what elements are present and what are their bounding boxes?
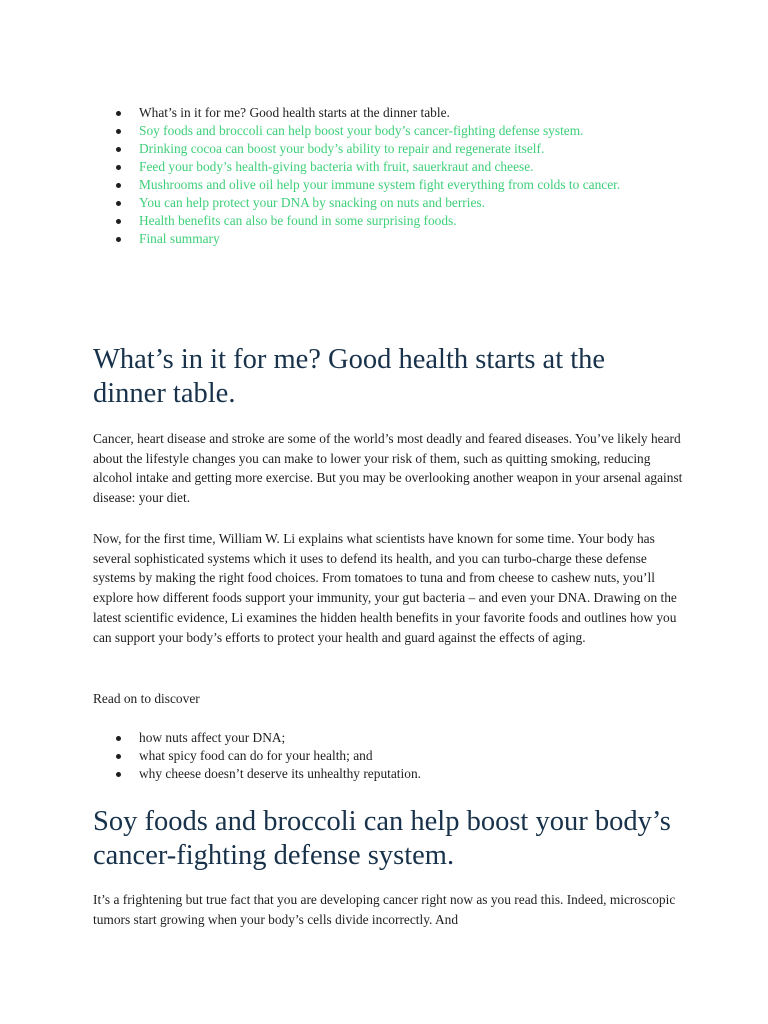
toc-item-surprising-foods[interactable]: Health benefits can also be found in some surprising foods. (93, 212, 673, 230)
toc-item-cocoa[interactable]: Drinking cocoa can boost your body’s ability to repair and regenerate itself. (93, 140, 673, 158)
toc-item-dna[interactable]: You can help protect your DNA by snacking on nuts and berries. (93, 194, 673, 212)
discover-list (93, 729, 653, 783)
list-item: how nuts affect your DNA; (93, 729, 653, 747)
section-heading-soy-broccoli: Soy foods and broccoli can help boost your body’s cancer-fighting defense system. (93, 806, 671, 871)
toc-item-bacteria[interactable]: Feed your body’s health-giving bacteria with fruit, sauerkraut and cheese. (93, 158, 673, 176)
toc-item-whats-in-it[interactable]: What’s in it for me? Good health starts at the dinner table. (93, 104, 673, 122)
paragraph: It’s a frightening but true fact that you are developing cancer right now as you read this. Indeed, microscopic tumors start growing when your body’s cells divide incorrectly. And (93, 892, 676, 927)
read-on-text: Read on to discover (93, 691, 200, 706)
paragraph: Cancer, heart disease and stroke are some of the world’s most deadly and feared diseases. You’ve likely heard about the lifestyle changes you can make to lower your risk of them, such as quitting smoking, reducing alcohol intake and getting more exercise. But you may be overlooking another weapon in your arsenal against disease: your diet. (93, 431, 683, 506)
toc-item-soy-broccoli[interactable]: Soy foods and broccoli can help boost your body’s cancer-fighting defense system. (93, 122, 673, 140)
toc-item-mushrooms[interactable]: Mushrooms and olive oil help your immune system fight everything from colds to cancer. (93, 176, 673, 194)
list-item: what spicy food can do for your health; and (93, 747, 653, 765)
list-item: why cheese doesn’t deserve its unhealthy reputation. (93, 765, 653, 783)
toc-item-final-summary[interactable]: Final summary (93, 230, 673, 248)
paragraph: Now, for the first time, William W. Li explains what scientists have known for some time. Your body has several sophisticated systems which it uses to defend its health, and you can turbo-charge these defense systems by making the right food choices. From tomatoes to tuna and from cheese to cashew nuts, you’ll explore how different foods support your immunity, your gut bacteria – and even your DNA. Drawing on the latest scientific evidence, Li examines the hidden health benefits in your favorite foods and outlines how you can support your body’s efforts to protect your health and guard against the effects of aging. (93, 531, 677, 645)
table-of-contents (93, 104, 673, 248)
section-heading-whats-in-it: What’s in it for me? Good health starts at the dinner table. (93, 344, 606, 409)
